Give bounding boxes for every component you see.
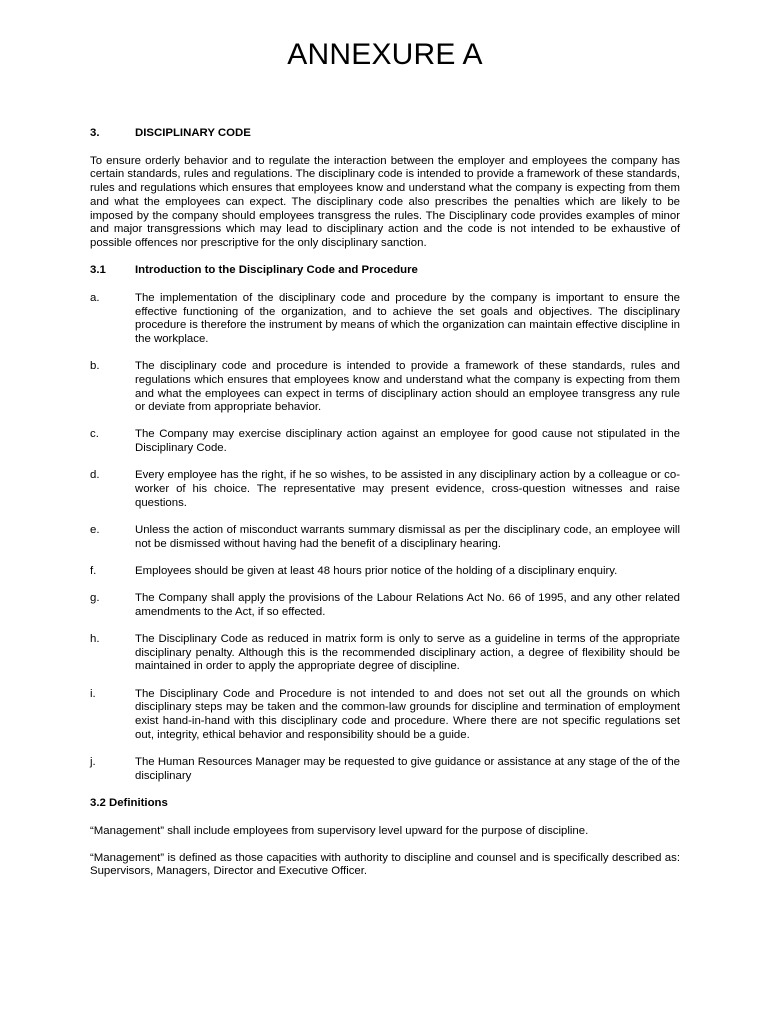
list-item xyxy=(90,428,680,455)
list-item xyxy=(90,565,680,579)
list-item xyxy=(90,688,680,743)
list-item xyxy=(90,633,680,674)
section-3-1-heading xyxy=(90,264,680,278)
list-item-text: The disciplinary code and procedure is intended to provide a framework of these standards, rules and regulations which ensures that employees know and understand what the company is expecting from them and what the employees can expect in terms of disciplinary action should an employee transgress any rule or deviate from appropriate behavior. xyxy=(135,360,680,414)
list-item xyxy=(90,592,680,619)
section-title: Introduction to the Disciplinary Code and Procedure xyxy=(135,264,418,277)
list-item-letter: d. xyxy=(90,469,100,482)
section-3-2-heading: 3.2 Definitions xyxy=(90,796,168,809)
list-item-letter: g. xyxy=(90,592,100,605)
list-item-text: Employees should be given at least 48 hours prior notice of the holding of a disciplinary enquiry. xyxy=(135,564,618,577)
list-item-letter: i. xyxy=(90,687,96,700)
list-item-text: The Company shall apply the provisions of the Labour Relations Act No. 66 of 1995, and any other related amendments to the Act, if so effected. xyxy=(135,592,680,618)
section-title: DISCIPLINARY CODE xyxy=(135,127,251,139)
definition-paragraph: “Management” shall include employees from supervisory level upward for the purpose of discipline. xyxy=(90,824,589,837)
list-item xyxy=(90,524,680,551)
definition-paragraph: “Management” is defined as those capacities with authority to discipline and counsel and is specifically described as: Supervisors, Managers, Director and Executive Officer. xyxy=(90,851,680,878)
list-item-text: The Disciplinary Code and Procedure is not intended to and does not set out all the grounds on which disciplinary steps may be taken and the common-law grounds for discipline and termination of employment exist hand-in-hand with this disciplinary code and procedure. Where there are not specific regulations set out, integrity, ethical behavior and responsibility should be a guide. xyxy=(135,687,680,741)
page-title: ANNEXURE A xyxy=(287,38,483,71)
list-item-text: Every employee has the right, if he so wishes, to be assisted in any disciplinary action by a colleague or co-worker of his choice. The representative may present evidence, cross-question witnesses and raise questions. xyxy=(135,469,680,509)
list-item-text: The implementation of the disciplinary code and procedure by the company is important to ensure the effective functioning of the organization, and to achieve the set goals and objectives. The disciplinary procedure is therefore the instrument by means of which the organization can maintain effective discipline in the workplace. xyxy=(135,291,680,345)
document-body xyxy=(90,127,680,893)
list-item-letter: e. xyxy=(90,523,100,536)
list-item xyxy=(90,469,680,510)
list-item-text: The Human Resources Manager may be requested to give guidance or assistance at any stage of the of the disciplinary xyxy=(135,755,680,782)
list-item xyxy=(90,360,680,415)
list-item-letter: f. xyxy=(90,564,97,577)
list-item-text: The Company may exercise disciplinary action against an employee for good cause not stipulated in the Disciplinary Code. xyxy=(135,428,680,455)
list-item-letter: c. xyxy=(90,428,99,441)
list-item-text: The Disciplinary Code as reduced in matrix form is only to serve as a guideline in terms of the appropriate disciplinary penalty. Although this is the recommended disciplinary action, a degree of flexibility should be maintained in order to apply the appropriate degree of discipline. xyxy=(135,632,680,673)
section-number: 3. xyxy=(90,127,100,139)
section-3-intro: To ensure orderly behavior and to regulate the interaction between the employer and employees the company has certain standards, rules and regulations. The disciplinary code is intended to provide a framework of these standards, rules and regulations which ensures that employees know and understand what the company is expecting from them and what the employees can expect. The disciplinary code also prescribes the penalties which are likely to be imposed by the company should employees transgress the rules. The Disciplinary code provides examples of minor and major transgressions which may lead to disciplinary action and the code is not intended to be exhaustive of possible offences nor prescriptive for the only disciplinary sanction. xyxy=(90,154,680,249)
list-item-text: Unless the action of misconduct warrants summary dismissal as per the disciplinary code, an employee will not be dismissed without having had the benefit of a disciplinary hearing. xyxy=(135,523,680,550)
section-3-heading xyxy=(90,127,680,141)
list-item-letter: b. xyxy=(90,360,100,373)
list-item xyxy=(90,756,680,783)
list-item-letter: a. xyxy=(90,291,100,304)
list-item xyxy=(90,292,680,347)
list-item-letter: j. xyxy=(90,755,96,768)
section-number: 3.1 xyxy=(90,264,106,277)
list-item-letter: h. xyxy=(90,632,100,645)
